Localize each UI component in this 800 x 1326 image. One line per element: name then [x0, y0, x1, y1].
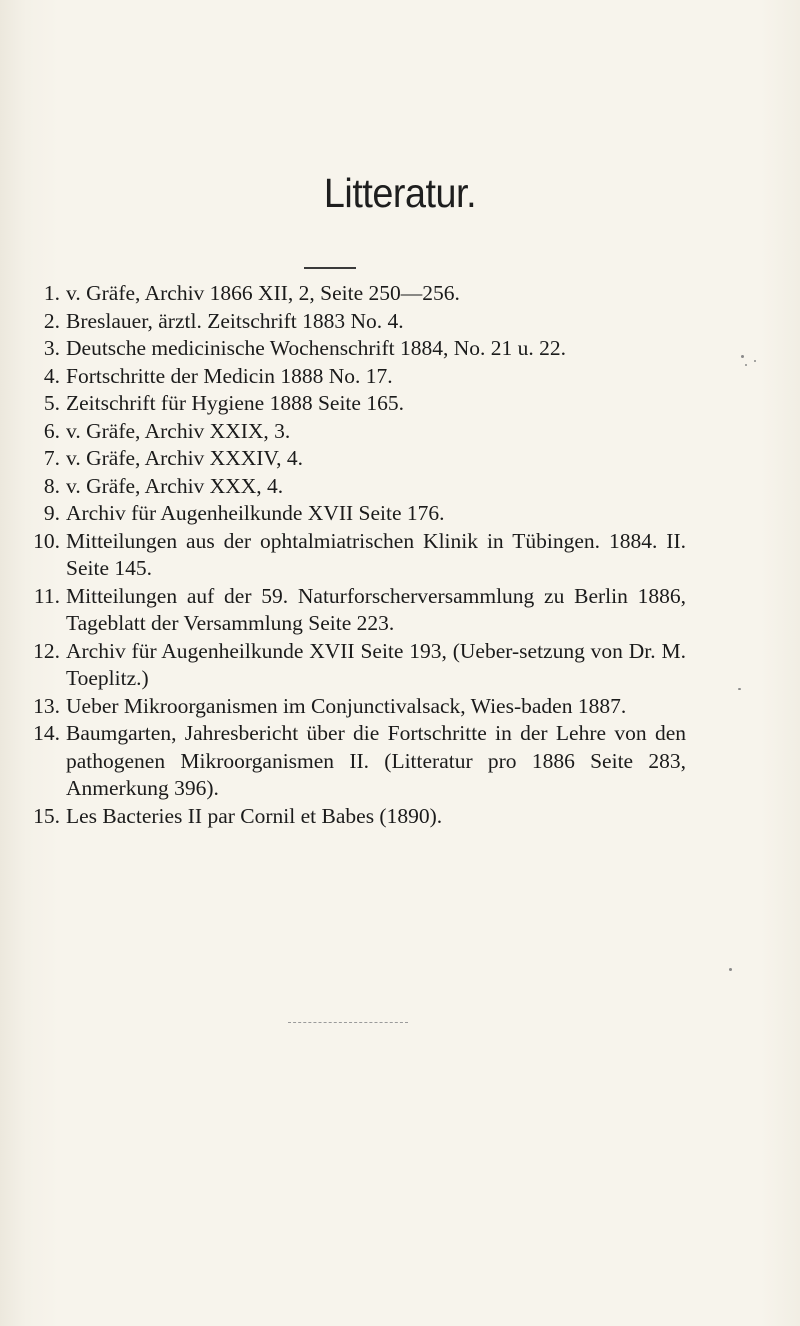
list-item [0, 335, 800, 363]
reference-list [0, 280, 800, 830]
closing-divider [288, 1022, 408, 1023]
entry-text: Les Bacteries II par Cornil et Babes (1890). [66, 803, 443, 828]
entry-text: v. Gräfe, Archiv XXXIV, 4. [66, 446, 304, 470]
entry-text: Ueber Mikroorganismen im Conjunctivalsack, Wies-baden 1887. [66, 693, 627, 718]
entry-text: Zeitschrift für Hygiene 1888 Seite 165. [66, 391, 404, 415]
list-item [0, 418, 800, 446]
list-item [0, 693, 800, 721]
list-item [0, 473, 800, 501]
title-divider [304, 267, 356, 269]
list-item [0, 500, 800, 528]
entry-number: 6. [43, 418, 60, 443]
entry-text: Archiv für Augenheilkunde XVII Seite 176. [66, 501, 445, 525]
list-item [0, 280, 800, 308]
entry-number: 4. [43, 363, 60, 388]
entry-number: 14. [33, 721, 60, 745]
list-item [0, 308, 800, 336]
entry-number: 7. [43, 446, 60, 470]
entry-text: Archiv für Augenheilkunde XVII Seite 193, (Ueber-setzung von Dr. M. Toeplitz.) [66, 638, 686, 690]
entry-number: 9. [43, 501, 60, 525]
entry-text: Deutsche medicinische Wochenschrift 1884, No. 21 u. 22. [66, 336, 567, 360]
paper-speck [729, 968, 732, 971]
list-item [0, 528, 800, 583]
list-item [0, 638, 800, 693]
list-item [0, 803, 800, 831]
entry-number: 8. [43, 473, 60, 498]
paper-speck [754, 360, 756, 362]
entry-text: Mitteilungen auf der 59. Naturforscherversammlung zu Berlin 1886, Tageblatt der Versammlung Seite 223. [66, 583, 686, 635]
entry-text: v. Gräfe, Archiv XXIX, 3. [66, 418, 291, 443]
entry-number: 5. [43, 391, 60, 415]
entry-text: Breslauer, ärztl. Zeitschrift 1883 No. 4. [66, 308, 404, 333]
list-item [0, 363, 800, 391]
paper-speck [738, 688, 741, 690]
paper-speck [745, 364, 747, 366]
entry-number: 11. [33, 583, 60, 608]
entry-text: Mitteilungen aus der ophtalmiatrischen Klinik in Tübingen. 1884. II. Seite 145. [66, 528, 686, 580]
entry-text: v. Gräfe, Archiv 1866 XII, 2, Seite 250—256. [66, 281, 460, 305]
entry-number: 2. [43, 308, 60, 333]
entry-number: 1. [43, 281, 60, 305]
entry-number: 15. [33, 803, 60, 828]
list-item [0, 390, 800, 418]
entry-number: 3. [43, 336, 60, 360]
entry-number: 12. [33, 638, 60, 663]
entry-text: Fortschritte der Medicin 1888 No. 17. [66, 363, 393, 388]
paper-speck [741, 355, 744, 358]
entry-text: Baumgarten, Jahresbericht über die Fortschritte in der Lehre von den pathogenen Mikroorganismen II. (Litteratur pro 1886 Seite 283, Anmerkung 396). [66, 721, 686, 800]
entry-text: v. Gräfe, Archiv XXX, 4. [66, 473, 284, 498]
list-item [0, 445, 800, 473]
list-item [0, 720, 800, 803]
entry-number: 10. [33, 528, 60, 553]
page-title: Litteratur. [323, 170, 477, 216]
list-item [0, 583, 800, 638]
entry-number: 13. [33, 693, 60, 718]
